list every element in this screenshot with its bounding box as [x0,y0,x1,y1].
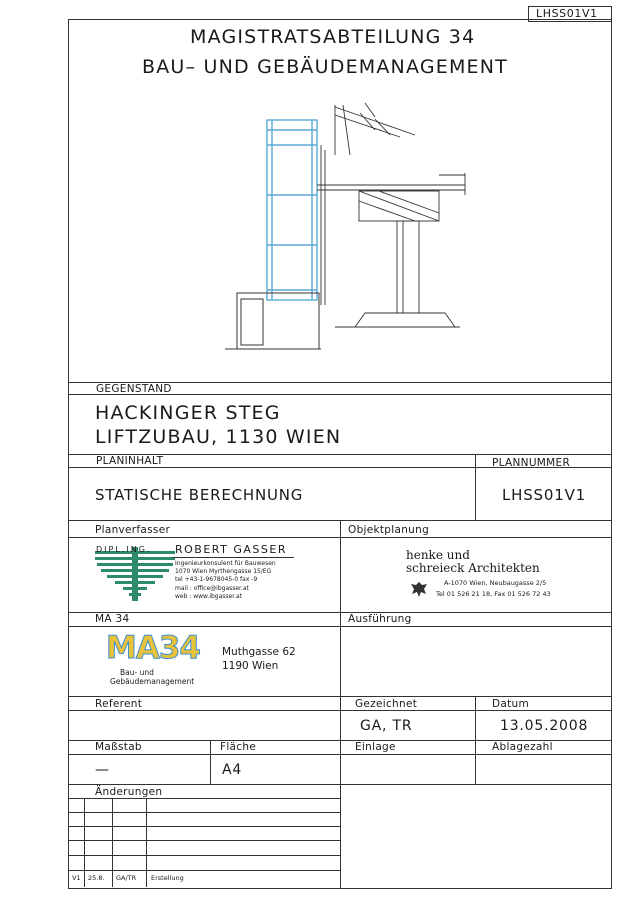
flaeche-value: A4 [222,762,243,778]
gezeichnet-label: Gezeichnet [355,698,418,710]
gasser-line-5: web : www.ibgasser.at [175,593,243,600]
elevation-drawing [225,95,485,355]
aenderungen-date: 25.8. [88,874,105,882]
architect-name-1: henke und [406,548,470,562]
header-line-2: BAU– UND GEBÄUDEMANAGEMENT [142,56,508,78]
architect-phone: Tel 01 526 21 18, Fax 01 526 72 43 [436,590,551,598]
lift-pit [225,293,321,349]
massstab-label: Maßstab [95,741,142,753]
gasser-line-4: mail : office@ibgasser.at [175,585,249,592]
divider-ma34-top [68,612,611,613]
aenderungen-version: V1 [72,874,81,882]
aenderungen-row-line [68,870,340,871]
planinhalt-label: PLANINHALT [96,455,164,467]
aenderungen-description: Erstellung [151,874,184,882]
aenderungen-row-line [68,826,340,827]
lift-tower [267,120,317,300]
aenderungen-col-line [84,798,85,887]
gegenstand-label: GEGENSTAND [96,383,172,395]
divider-flaeche-left [210,740,211,784]
divider-ma34-label [68,626,611,627]
ablagezahl-label: Ablagezahl [492,741,553,753]
ma34-logo: MA34 [106,630,200,666]
gasser-eagle-logo [95,547,175,603]
gasser-name: ROBERT GASSER [175,543,287,556]
divider-gegenstand-label [68,394,611,395]
aenderungen-row-line [68,855,340,856]
gasser-line-3: tel +43-1-9678045-0 fax -9 [175,576,258,583]
ma34-street: Muthgasse 62 [222,646,296,658]
ma34-logo-sub-1: Bau- und [120,668,154,677]
ma34-label: MA 34 [95,613,130,625]
ausfuehrung-label: Ausführung [348,613,412,625]
planverfasser-label: Planverfasser [95,524,171,536]
einlage-label: Einlage [355,741,396,753]
datum-label: Datum [492,698,530,710]
gasser-prefix: DIPL.ING. [96,545,152,554]
referent-label: Referent [95,698,143,710]
vienna-eagle-icon [410,580,428,598]
divider-planinhalt-label [68,467,611,468]
aenderungen-col-line [146,798,147,887]
gezeichnet-value: GA, TR [360,718,413,734]
gasser-line-1: Ingenieurkonsulent für Bauwesen [175,560,276,567]
aenderungen-col-line [112,798,113,887]
gasser-name-underline [172,557,294,558]
divider-massstab-label [68,754,611,755]
divider-aenderungen-label [68,798,340,799]
divider-aenderungen-right [340,784,341,888]
planinhalt-value: STATISCHE BERECHNUNG [95,486,304,504]
header-line-1: MAGISTRATSABTEILUNG 34 [190,26,476,48]
aenderungen-row-line [68,840,340,841]
objektplanung-label: Objektplanung [348,524,430,536]
datum-value: 13.05.2008 [500,718,589,734]
canopy-structure [335,103,415,155]
flaeche-label: Fläche [220,741,257,753]
gegenstand-line-2: LIFTZUBAU, 1130 WIEN [95,426,342,448]
bridge-structure [317,145,465,327]
plannummer-label: PLANNUMMER [492,457,571,469]
divider-plannummer [475,454,476,520]
aenderungen-row-line [68,812,340,813]
aenderungen-label: Änderungen [95,786,163,798]
gasser-line-2: 1070 Wien Myrthengasse 15/EG [175,568,272,575]
ma34-logo-sub-2: Gebäudemanagement [110,677,195,686]
massstab-value: — [95,762,110,778]
corner-code: LHSS01V1 [536,7,598,20]
aenderungen-author: GA/TR [116,874,137,882]
gegenstand-line-1: HACKINGER STEG [95,402,281,424]
divider-middle-column [340,520,341,696]
ma34-city: 1190 Wien [222,660,279,672]
architect-address: A-1070 Wien, Neubaugasse 2/5 [444,579,547,587]
plannummer-value: LHSS01V1 [502,486,586,504]
architect-name-2: schreieck Architekten [406,561,540,575]
